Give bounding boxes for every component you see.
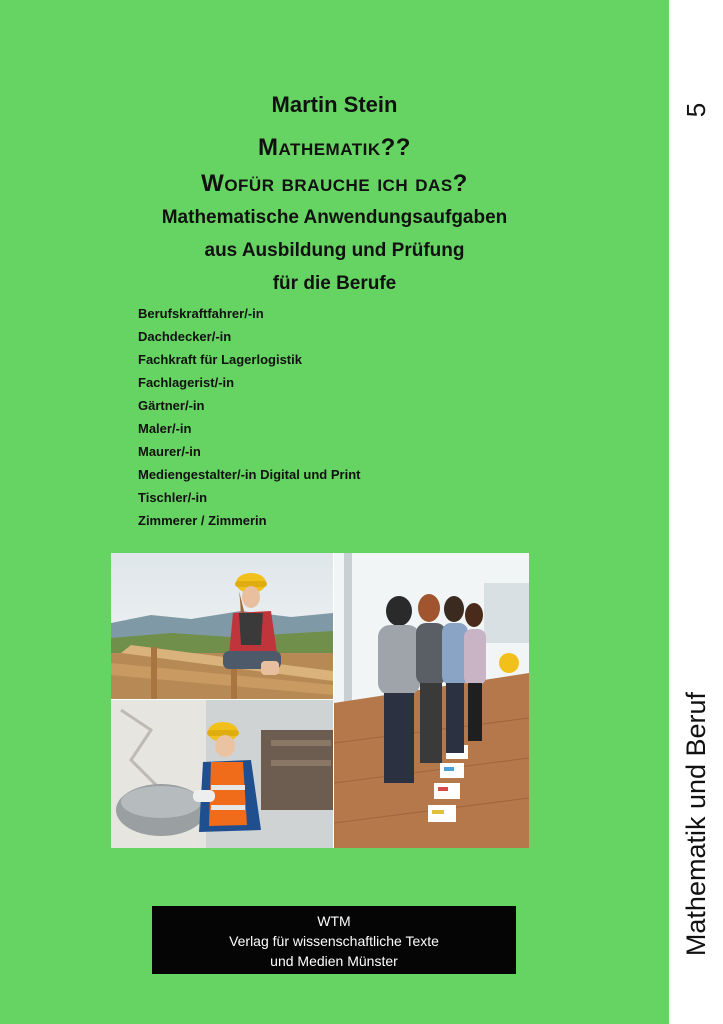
subtitle-line-1: Mathematische Anwendungsaufgaben <box>161 207 508 228</box>
publisher-box <box>152 906 516 974</box>
profession-item: Mediengestalter/-in Digital und Print <box>138 467 361 482</box>
profession-item: Maler/-in <box>138 421 192 436</box>
subtitle-line-2: aus Ausbildung und Prüfung <box>204 240 465 261</box>
publisher-line-3: und Medien Münster <box>270 953 398 969</box>
title-line-1: Mathematik?? <box>258 134 411 161</box>
profession-item: Gärtner/-in <box>138 398 205 413</box>
subtitle-line-3: für die Berufe <box>272 273 397 294</box>
series-title: Mathematik und Beruf <box>681 691 711 957</box>
author-name: Martin Stein <box>271 92 398 117</box>
publisher-name: WTM <box>317 913 351 929</box>
profession-list <box>138 302 360 532</box>
photo-roofer <box>111 553 333 699</box>
photo-collage <box>111 553 529 848</box>
profession-item: Berufskraftfahrer/-in <box>138 306 264 321</box>
photo-team-office <box>334 553 529 848</box>
profession-item: Fachkraft für Lagerlogistik <box>138 352 302 367</box>
profession-item: Dachdecker/-in <box>138 329 232 344</box>
photo-mason <box>111 700 333 848</box>
profession-item: Tischler/-in <box>138 490 208 505</box>
volume-number: 5 <box>680 102 711 118</box>
profession-item: Maurer/-in <box>138 444 201 459</box>
publisher-line-2: Verlag für wissenschaftliche Texte <box>229 933 439 949</box>
profession-item: Fachlagerist/-in <box>138 375 235 390</box>
profession-item: Zimmerer / Zimmerin <box>138 513 267 528</box>
title-line-2: Wofür brauche ich das? <box>201 170 468 197</box>
